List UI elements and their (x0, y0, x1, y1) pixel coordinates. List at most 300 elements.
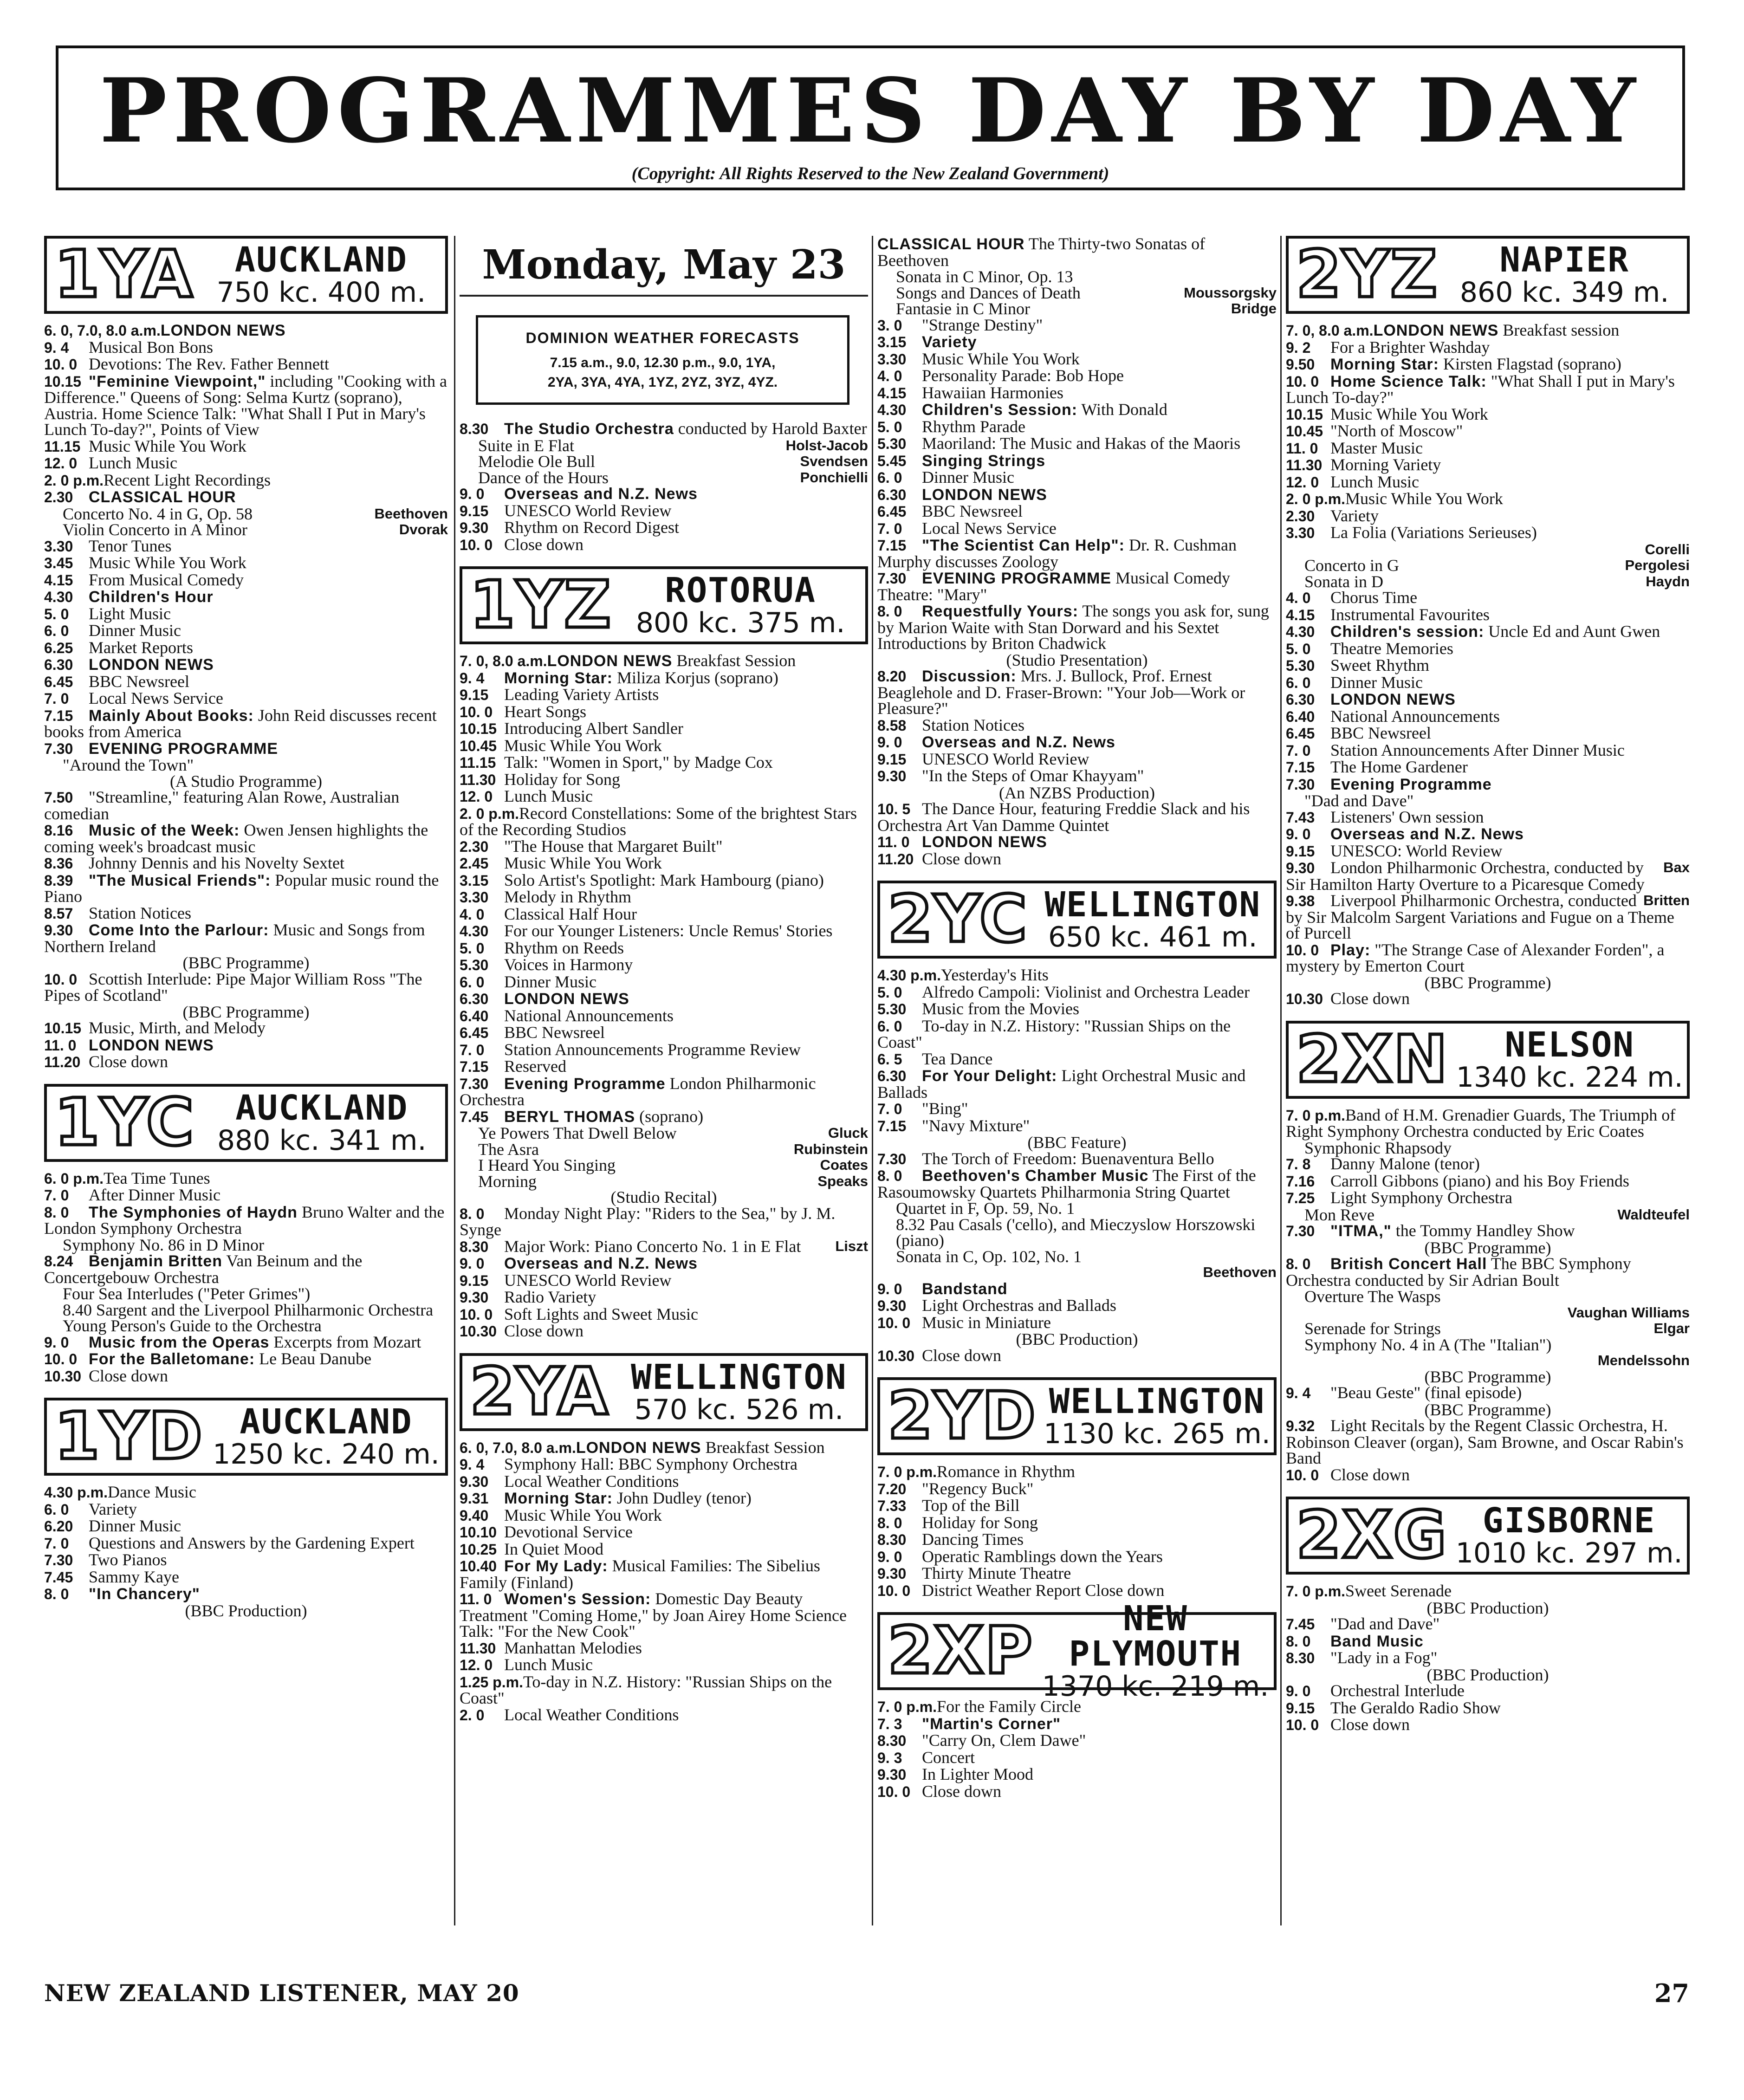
station-header (1286, 236, 1690, 314)
programme-entry (1286, 1173, 1690, 1190)
programme-time: 6.40 (460, 1007, 489, 1024)
programme-text: In Quiet Mood (504, 1539, 603, 1558)
station-frequency: 1250 kc. 240 m. (213, 1438, 440, 1471)
programme-text: "Lady in a Fog" (1330, 1648, 1438, 1667)
programme-entry (877, 1297, 1277, 1314)
programme-time: 2. 0 (460, 1706, 485, 1724)
programme-text: Reserved (504, 1057, 566, 1076)
programme-text: Close down (922, 849, 1001, 868)
programme-entry (44, 740, 448, 757)
programme-title: For Your Delight: (922, 1067, 1057, 1085)
programme-time: 7.50 (44, 789, 73, 806)
programme-text: Le Beau Danube (259, 1349, 372, 1368)
detail-text: Sonata in D (1304, 572, 1383, 591)
programme-title: British Concert Hall (1330, 1255, 1487, 1273)
programme-text: National Announcements (1330, 706, 1500, 726)
programme-time: 9. 0 (877, 1280, 902, 1297)
forecast-title: DOMINION WEATHER FORECASTS (525, 330, 800, 346)
programme-entry (1286, 623, 1690, 640)
programme-title: CLASSICAL HOUR (877, 236, 1025, 253)
programme-text: Close down (504, 1322, 583, 1340)
programme-text: Lunch Music (504, 1655, 593, 1674)
station-header (460, 566, 868, 644)
programme-time: 10.10 (460, 1524, 497, 1541)
programme-entry (44, 690, 448, 707)
programme-entry (877, 537, 1277, 570)
programme-text: Domestic Day Beauty Treatment "Coming Home," by Joan Airey Home Science Talk: "For the New Cook" (460, 1589, 847, 1640)
programme-detail (877, 301, 1277, 317)
programme-time: 9. 0 (1286, 1683, 1311, 1699)
programme-detail (44, 757, 448, 773)
programme-text: Devotions: The Rev. Father Bennett (89, 355, 329, 373)
composer: Speaks (817, 1173, 868, 1189)
station-city: AUCKLAND (234, 240, 408, 280)
programme-detail (44, 1603, 448, 1619)
programme-text: Devotional Service (504, 1523, 633, 1541)
station-header (1286, 1497, 1690, 1575)
programme-entry (44, 855, 448, 872)
programme-text: Musical Bon Bons (89, 337, 214, 356)
programme-entry (44, 1368, 448, 1385)
station-details (1033, 1601, 1274, 1701)
composer: Ponchielli (800, 469, 868, 486)
programme-entry (460, 1507, 868, 1524)
programme-text: The songs you ask for, sung by Marion Waite with Stan Dorward and his Sextet Introductions by Briton Chadwick (877, 602, 1269, 653)
programme-text: Romance in Rhythm (937, 1462, 1076, 1481)
programme-time: 3.30 (1286, 525, 1315, 541)
programme-entry (1286, 1467, 1690, 1484)
programme-title: "In Chancery" (89, 1585, 200, 1603)
programme-time: 9. 0 (877, 734, 902, 751)
station-frequency: 650 kc. 461 m. (1048, 921, 1258, 953)
programme-entry (44, 622, 448, 639)
programme-entry (1286, 491, 1690, 507)
programme-title: Benjamin Britten (89, 1252, 223, 1270)
programme-time: 11.30 (460, 771, 496, 788)
composer: Beethoven (374, 505, 448, 522)
programme-entry (877, 967, 1277, 984)
programme-entry (877, 1348, 1277, 1364)
programme-text: The Home Gardener (1330, 758, 1468, 776)
detail-text: The Asra (478, 1140, 539, 1159)
programme-entry (44, 1170, 448, 1187)
station-logo: 1YZ (470, 567, 612, 643)
programme-text: The Torch of Freedom: Buenaventura Bello (922, 1149, 1214, 1168)
programme-title: Beethoven's Chamber Music (922, 1167, 1149, 1185)
station-details (1028, 887, 1274, 952)
programme-time: 9.50 (1286, 356, 1315, 373)
programme-entry (460, 1524, 868, 1541)
programme-detail (460, 1125, 868, 1141)
programme-text: Music, Mirth, and Melody (89, 1018, 266, 1037)
programme-detail (877, 1134, 1277, 1151)
programme-time: 3.30 (877, 350, 907, 368)
programme-text: BBC Newsreel (89, 672, 189, 691)
programme-entry (460, 1108, 868, 1125)
programme-title: Morning Star: (504, 1490, 613, 1507)
detail-text: Fantasie in C Minor (896, 299, 1030, 318)
programme-entry (1286, 525, 1690, 541)
programme-entry (877, 334, 1277, 350)
programme-entry (460, 421, 868, 437)
detail-text: (BBC Feature) (1027, 1133, 1127, 1152)
detail-text: Melodie Ole Bull (478, 452, 595, 471)
programme-time: 9. 0 (460, 1255, 485, 1272)
programme-time: 3.30 (460, 889, 489, 906)
programme-entry (1286, 1583, 1690, 1600)
programme-entry (44, 1204, 448, 1237)
programme-title: Overseas and N.Z. News (922, 733, 1115, 751)
programme-text: Local News Service (89, 689, 223, 707)
programme-entry (877, 984, 1277, 1001)
programme-time: 6.45 (460, 1024, 489, 1041)
programme-time: 8.36 (44, 855, 73, 872)
programme-text: Variety (1330, 506, 1379, 525)
programme-text: Uncle Ed and Aunt Gwen (1488, 622, 1660, 641)
programme-text: The Dance Hour, featuring Freddie Slack and his Orchestra Art Van Damme Quintet (877, 799, 1250, 835)
composer: Bridge (1231, 300, 1277, 317)
programme-time: 7.33 (877, 1497, 907, 1514)
programme-text: Dinner Music (89, 1517, 181, 1535)
programme-time: 5. 0 (877, 418, 902, 435)
programme-time: 7.25 (1286, 1190, 1315, 1206)
programme-time: 2. 0 p.m. (1286, 491, 1346, 507)
programme-text: Lunch Music (89, 454, 177, 472)
programme-entry (877, 1101, 1277, 1117)
station-header (1286, 1021, 1690, 1099)
programme-entry (1286, 860, 1690, 892)
programme-time: 7. 0 (460, 1041, 485, 1058)
detail-text: "Around the Town" (63, 756, 194, 774)
programme-entry (1286, 1256, 1690, 1288)
programme-text: Close down (1330, 1465, 1410, 1484)
programme-entry (460, 855, 868, 872)
programme-time: 3.30 (44, 538, 73, 555)
programme-text: Music While You Work (89, 436, 246, 455)
programme-detail (877, 1331, 1277, 1348)
programme-time: 8.16 (44, 822, 73, 839)
programme-detail (1286, 1305, 1690, 1321)
programme-detail (44, 1318, 448, 1334)
programme-time: 8.39 (44, 872, 73, 889)
programme-detail (460, 454, 868, 470)
programme-text: Major Work: Piano Concerto No. 1 in E Flat (504, 1237, 801, 1256)
programme-entry (460, 1657, 868, 1673)
programme-title: EVENING PROGRAMME (922, 570, 1112, 587)
programme-time: 3. 0 (877, 317, 902, 334)
station-city: NELSON (1504, 1024, 1634, 1065)
programme-entry (877, 1766, 1277, 1783)
programme-text: Dinner Music (89, 621, 181, 640)
programme-text: Liverpool Philharmonic Orchestra, conducted by Sir Malcolm Sargent Variations and Fugue on a Theme of Purcell (1286, 891, 1674, 942)
programme-title: Overseas and N.Z. News (1330, 825, 1524, 843)
programme-entry (877, 668, 1277, 717)
programme-text: Music in Miniature (922, 1313, 1051, 1332)
programme-entry (460, 687, 868, 703)
programme-entry (460, 1323, 868, 1340)
programme-entry (44, 555, 448, 571)
page-title: PROGRAMMES DAY BY DAY (99, 59, 1641, 162)
programme-entry (877, 570, 1277, 603)
programme-entry (877, 419, 1277, 435)
station-frequency: 880 kc. 341 m. (217, 1124, 427, 1157)
programme-text: Dance Music (107, 1483, 196, 1501)
programme-time: 9. 0 (44, 1334, 69, 1351)
programme-text: Scottish Interlude: Pipe Major William Ross "The Pipes of Scotland" (44, 969, 422, 1005)
programme-entry (460, 788, 868, 805)
programme-entry (877, 1732, 1277, 1749)
detail-text: Four Sea Interludes ("Peter Grimes") (63, 1284, 311, 1303)
programme-entry (877, 1582, 1277, 1599)
programme-entry (460, 974, 868, 991)
programme-time: 3.45 (44, 555, 73, 571)
programme-entry (877, 1531, 1277, 1548)
programme-time: 10. 0 (877, 1783, 911, 1800)
programme-time: 4.30 p.m. (44, 1484, 108, 1501)
programme-time: 7.16 (1286, 1173, 1315, 1190)
programme-title: Requestfully Yours: (922, 603, 1079, 620)
station-logo: 1YA (54, 237, 194, 312)
programme-text: Rhythm on Record Digest (504, 518, 679, 537)
programme-title: Variety (922, 333, 977, 351)
detail-text: Suite in E Flat (478, 436, 574, 455)
programme-time: 4.30 (1286, 623, 1315, 640)
programme-text: UNESCO World Review (504, 1270, 672, 1290)
programme-title: "Martin's Corner" (922, 1715, 1061, 1733)
programme-text: The First of the Rasoumowsky Quartets Philharmonia String Quartet (877, 1166, 1256, 1201)
station-details (203, 1404, 445, 1469)
programme-title: Children's Session: (922, 401, 1078, 419)
composer: Dvorak (399, 521, 448, 538)
programme-time: 11.20 (877, 850, 914, 868)
station-header (460, 1353, 868, 1431)
programme-text: Recent Light Recordings (104, 470, 271, 489)
programme-entry (460, 889, 868, 906)
programme-text: Variety (89, 1499, 137, 1518)
programme-time: 11.20 (44, 1054, 81, 1070)
programme-time: 7.15 (44, 707, 73, 724)
station-details (195, 1090, 445, 1155)
programme-entry (1286, 1683, 1690, 1699)
programme-title: Play: (1330, 941, 1371, 959)
programme-text: Sweet Serenade (1345, 1581, 1452, 1600)
programme-time: 7.45 (460, 1108, 489, 1125)
composer: Gluck (828, 1125, 868, 1141)
programme-text: Master Music (1330, 438, 1423, 457)
programme-text: Light Music (89, 604, 171, 623)
day-rule (460, 295, 868, 297)
programme-entry (1286, 725, 1690, 742)
programme-time: 12. 0 (460, 1657, 493, 1673)
programme-entry (1286, 942, 1690, 974)
programme-entry (460, 1707, 868, 1724)
programme-text: Music While You Work (89, 553, 246, 572)
programme-time: 10. 0 (877, 1314, 911, 1331)
section-gap (460, 553, 868, 566)
programme-text: UNESCO World Review (922, 749, 1089, 768)
programme-text: Bruno Walter and the London Symphony Orchestra (44, 1202, 445, 1238)
programme-entry (44, 1054, 448, 1070)
programme-time: 9.40 (460, 1507, 489, 1524)
programme-time: 11.30 (1286, 457, 1323, 473)
programme-time: 7. 8 (1286, 1156, 1311, 1173)
programme-text: Breakfast Session (705, 1438, 825, 1457)
programme-entry (1286, 474, 1690, 491)
programme-entry (460, 1490, 868, 1507)
programme-entry (460, 906, 868, 923)
programme-time: 6.20 (44, 1518, 73, 1535)
station-header (44, 236, 448, 314)
programme-entry (44, 1535, 448, 1552)
station-header (44, 1398, 448, 1476)
programme-time: 7.30 (877, 1150, 907, 1167)
column-divider (1280, 236, 1282, 1925)
page-header (56, 45, 1685, 190)
programme-text: Morning Variety (1330, 455, 1441, 474)
programme-entry (877, 402, 1277, 418)
programme-time: 8. 0 (1286, 1256, 1311, 1272)
programme-time: 10. 0 (44, 971, 78, 988)
programme-entry (1286, 809, 1690, 826)
programme-detail (460, 1189, 868, 1206)
programme-time: 8.30 (460, 421, 489, 437)
programme-time: 9.30 (1286, 860, 1315, 876)
programme-time: 9. 3 (877, 1749, 902, 1766)
programme-detail (877, 269, 1277, 285)
programme-text: Orchestral Interlude (1330, 1681, 1465, 1700)
programme-entry (44, 373, 448, 438)
programme-entry (1286, 657, 1690, 674)
programme-entry (1286, 1418, 1690, 1466)
programme-entry (44, 674, 448, 690)
composer: Corelli (1645, 541, 1690, 557)
programme-detail (44, 1004, 448, 1020)
programme-detail (1286, 557, 1690, 574)
programme-time: 5. 0 (1286, 640, 1311, 657)
programme-entry (44, 789, 448, 822)
programme-time: 7. 0 p.m. (877, 1464, 937, 1480)
programme-title: Band Music (1330, 1632, 1424, 1650)
station-logo: 2YZ (1296, 237, 1439, 312)
programme-title: Overseas and N.Z. News (504, 485, 698, 503)
programme-entry (460, 1272, 868, 1289)
programme-text: For a Brighter Washday (1330, 337, 1490, 356)
programme-entry (877, 1167, 1277, 1200)
programme-detail (1286, 1369, 1690, 1385)
station-city: WELLINGTON (631, 1357, 847, 1397)
programme-text: Van Beinum and the Concertgebouw Orchestra (44, 1251, 363, 1287)
station-logo: 1YD (54, 1399, 203, 1474)
programme-entry (44, 322, 448, 339)
programme-entry (460, 923, 868, 940)
programme-text: "What Shall I put in Mary's Lunch To-day?" (1286, 371, 1675, 407)
programme-entry (460, 1591, 868, 1640)
programme-entry (44, 538, 448, 555)
programme-entry (44, 489, 448, 506)
programme-text: Introducing Albert Sandler (504, 719, 683, 738)
programme-text: Music While You Work (1345, 489, 1503, 508)
programme-time: 7. 0 (1286, 742, 1311, 759)
programme-text: Tenor Tunes (89, 536, 172, 555)
programme-title: BERYL THOMAS (504, 1108, 635, 1126)
programme-time: 7. 0 (877, 520, 902, 537)
programme-time: 6.45 (877, 503, 907, 520)
programme-time: 7.15 (877, 537, 907, 554)
station-logo: 1YC (54, 1084, 195, 1160)
programme-text: Operatic Ramblings down the Years (922, 1547, 1163, 1566)
programme-time: 9.30 (877, 768, 907, 784)
programme-text: Melody in Rhythm (504, 888, 632, 906)
programme-entry (460, 771, 868, 788)
programme-entry (877, 1018, 1277, 1050)
programme-time: 5.30 (1286, 657, 1315, 674)
programme-detail (1286, 1321, 1690, 1337)
programme-text: Theatre Memories (1330, 639, 1453, 658)
programme-entry (1286, 1633, 1690, 1650)
programme-time: 7. 0 p.m. (877, 1698, 937, 1715)
programme-text: Station Announcements Programme Review (504, 1040, 801, 1059)
programme-entry (1286, 373, 1690, 406)
programme-entry (44, 339, 448, 356)
programme-text: "Strange Destiny" (922, 315, 1043, 334)
programme-entry (460, 957, 868, 973)
detail-text: (BBC Programme) (1424, 1238, 1551, 1257)
programme-time: 10.30 (877, 1347, 915, 1364)
composer: Coates (820, 1157, 868, 1173)
composer: Beethoven (1203, 1264, 1277, 1280)
programme-time: 11.30 (460, 1640, 496, 1657)
programme-entry (44, 656, 448, 673)
programme-title: EVENING PROGRAMME (89, 739, 279, 758)
programme-time: 10. 0 (44, 1351, 78, 1368)
programme-time: 7.43 (1286, 809, 1315, 826)
programme-entry (877, 1497, 1277, 1514)
programme-text: John Reid discusses recent books from America (44, 706, 437, 741)
programme-title: Music from the Operas (89, 1333, 270, 1351)
programme-entry (877, 851, 1277, 868)
programme-entry (877, 469, 1277, 486)
programme-entry (460, 805, 868, 838)
programme-entry (44, 922, 448, 954)
programme-time: 10. 0 (1286, 1466, 1319, 1484)
detail-text: Young Person's Guide to the Orchestra (63, 1316, 322, 1335)
programme-text: Symphony Hall: BBC Symphony Orchestra (504, 1455, 797, 1473)
programme-time: 6. 0 (44, 1501, 69, 1518)
programme-text: Owen Jensen highlights the coming week's broadcast music (44, 821, 428, 856)
programme-detail (460, 1157, 868, 1173)
programme-entry (877, 1281, 1277, 1297)
programme-time: 7.30 (877, 570, 907, 587)
programme-detail (1286, 574, 1690, 590)
station-header (877, 1377, 1277, 1455)
programme-time: 5.30 (460, 957, 489, 973)
programme-time: 9.15 (1286, 1699, 1315, 1717)
programme-entry (460, 738, 868, 754)
programme-time: 7. 0 (44, 1535, 69, 1552)
programme-time: 6.45 (44, 673, 73, 690)
programme-entry (460, 1289, 868, 1306)
programme-title: Mainly About Books: (89, 706, 254, 725)
programme-time: 9.30 (877, 1565, 907, 1582)
programme-title: Morning Star: (504, 669, 613, 687)
programme-detail (44, 506, 448, 522)
programme-entry (1286, 590, 1690, 606)
programme-text: To-day in N.Z. History: "Russian Ships on the Coast" (460, 1672, 832, 1707)
programme-time: 10.45 (460, 737, 497, 754)
programme-time: 10. 0 (1286, 373, 1319, 390)
programme-entry (877, 385, 1277, 402)
programme-text: the Tommy Handley Show (1395, 1221, 1575, 1240)
